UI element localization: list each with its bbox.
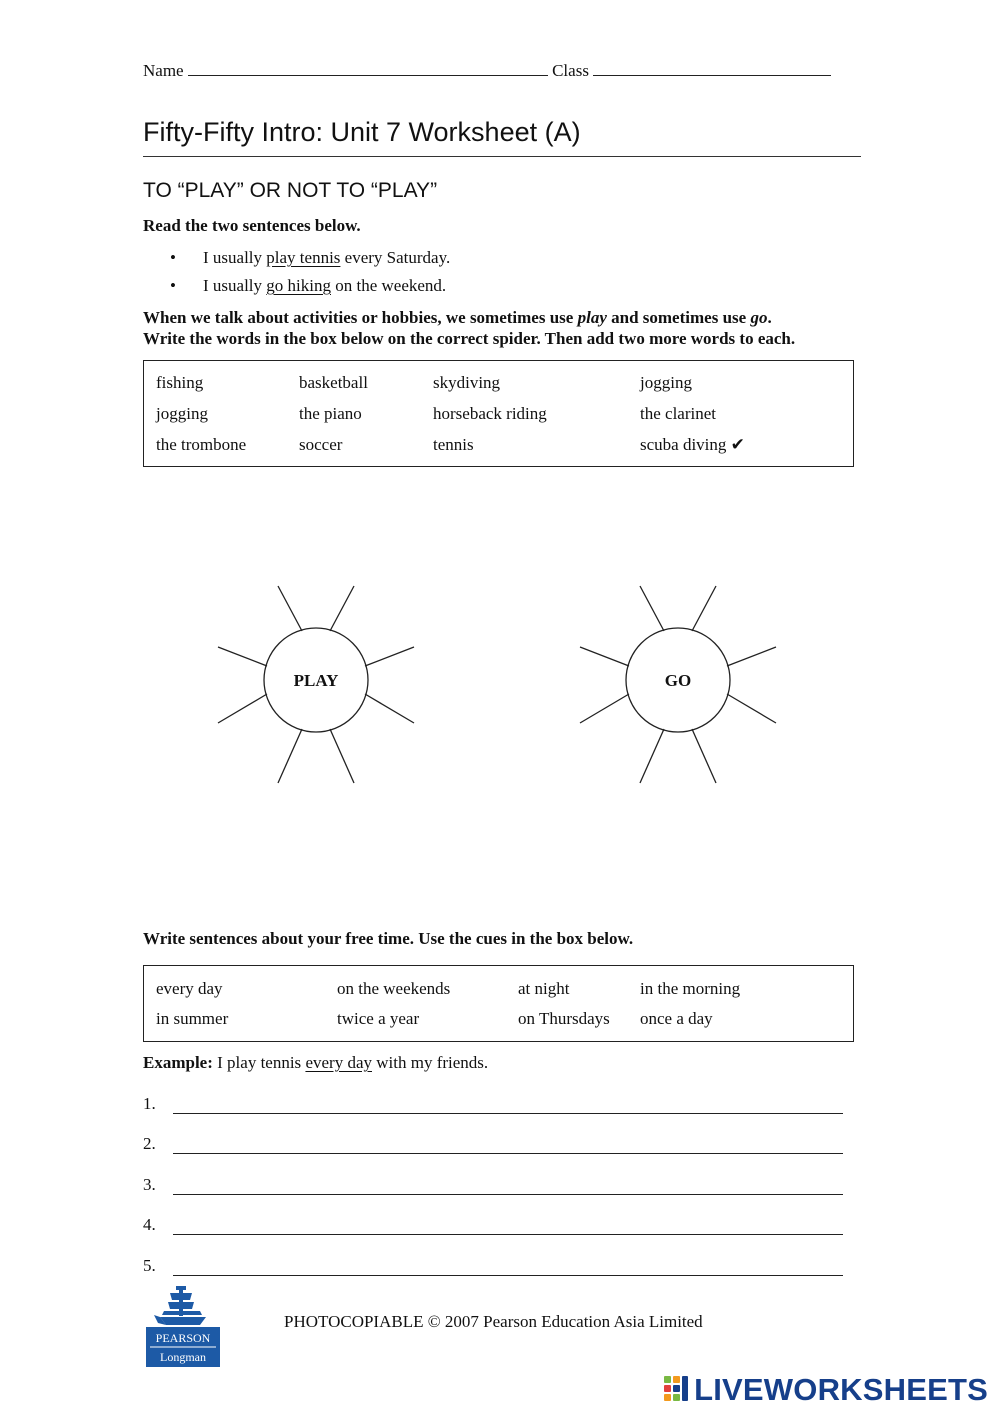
- logo-text-top: PEARSON: [155, 1331, 211, 1345]
- answer-line-2[interactable]: [143, 1134, 843, 1156]
- logo-text-bottom: Longman: [160, 1350, 206, 1364]
- cue-cell: in summer: [156, 1009, 229, 1028]
- liveworksheets-brand[interactable]: [664, 1372, 988, 1408]
- spider-leg[interactable]: [330, 729, 354, 783]
- pearson-longman-logo: [146, 1285, 220, 1367]
- brand-text: LIVEWORKSHEETS: [694, 1372, 988, 1407]
- word-cell[interactable]: skydiving: [433, 373, 501, 392]
- answer-line-1[interactable]: [143, 1094, 843, 1116]
- line-number: 5.: [143, 1256, 156, 1275]
- spider-leg[interactable]: [727, 694, 776, 723]
- name-blank[interactable]: [188, 60, 548, 76]
- worksheet-title: Fifty-Fifty Intro: Unit 7 Worksheet (A): [143, 117, 581, 147]
- word-cell[interactable]: jogging: [156, 404, 208, 423]
- spider-leg[interactable]: [580, 694, 629, 723]
- line-number: 3.: [143, 1175, 156, 1194]
- instruction-line-2: Write the words in the box below on the correct spider. Then add two more words to each.: [143, 329, 796, 348]
- underlined-phrase: play tennis: [266, 248, 341, 267]
- write-instruction: Write sentences about your free time. Use the cues in the box below.: [143, 929, 634, 948]
- word-box: [143, 360, 854, 467]
- line-number: 4.: [143, 1215, 156, 1234]
- line-number: 1.: [143, 1094, 156, 1113]
- example-label: Example:: [143, 1053, 213, 1072]
- cue-cell: twice a year: [337, 1009, 420, 1028]
- list-item: • I usually play tennis every Saturday.: [170, 246, 450, 274]
- go-spider: [572, 580, 784, 790]
- title-divider: [143, 156, 861, 157]
- spider-label: GO: [664, 671, 692, 690]
- play-go-instruction: [143, 307, 873, 349]
- bullet-icon: •: [170, 276, 176, 295]
- word-cell[interactable]: jogging: [640, 373, 692, 392]
- word-cell[interactable]: the piano: [299, 404, 362, 423]
- spider-leg[interactable]: [640, 586, 664, 631]
- cue-cell: at night: [518, 979, 570, 998]
- cue-cell: once a day: [640, 1009, 713, 1028]
- word-cell[interactable]: tennis: [433, 435, 474, 454]
- spider-leg[interactable]: [365, 694, 414, 723]
- cue-cell: every day: [156, 979, 223, 998]
- word-cell[interactable]: the trombone: [156, 435, 247, 454]
- bullet-icon: •: [170, 248, 176, 267]
- underlined-phrase: go hiking: [266, 276, 331, 295]
- liveworksheets-icon: [664, 1376, 690, 1404]
- spider-leg[interactable]: [278, 729, 302, 783]
- name-label: Name: [143, 61, 184, 80]
- line-number: 2.: [143, 1134, 156, 1153]
- spider-leg[interactable]: [218, 694, 267, 723]
- underlined-phrase: every day: [305, 1053, 372, 1072]
- answer-line-3[interactable]: [143, 1175, 843, 1197]
- class-label: Class: [552, 61, 589, 80]
- cue-box: [143, 965, 854, 1042]
- cue-cell: on the weekends: [337, 979, 451, 998]
- answer-line-5[interactable]: [143, 1256, 843, 1278]
- read-instruction: Read the two sentences below.: [143, 216, 361, 235]
- spider-leg[interactable]: [580, 647, 629, 666]
- class-blank[interactable]: [593, 60, 831, 76]
- name-class-row: [143, 60, 831, 81]
- spider-leg[interactable]: [330, 586, 354, 631]
- word-cell[interactable]: horseback riding: [433, 404, 547, 423]
- play-spider: [210, 580, 422, 790]
- word-cell[interactable]: soccer: [299, 435, 343, 454]
- word-cell[interactable]: the clarinet: [640, 404, 716, 423]
- copyright-notice: PHOTOCOPIABLE © 2007 Pearson Education Asia Limited: [284, 1312, 703, 1331]
- word-cell[interactable]: scuba diving ✔: [640, 435, 745, 454]
- instruction-line-1: When we talk about activities or hobbies, we sometimes use play and sometimes use go.: [143, 308, 772, 327]
- spider-leg[interactable]: [727, 647, 776, 666]
- word-cell[interactable]: basketball: [299, 373, 368, 392]
- ship-icon: [154, 1286, 206, 1325]
- spider-leg[interactable]: [218, 647, 267, 666]
- spider-label: PLAY: [293, 671, 339, 690]
- example-sentence: Example: I play tennis every day with my friends.: [143, 1053, 489, 1072]
- cue-cell: in the morning: [640, 979, 741, 998]
- spider-leg[interactable]: [365, 647, 414, 666]
- section-subtitle: TO “PLAY” OR NOT TO “PLAY”: [143, 179, 438, 202]
- spider-leg[interactable]: [692, 586, 716, 631]
- spider-leg[interactable]: [278, 586, 302, 631]
- list-item: • I usually go hiking on the weekend.: [170, 274, 450, 302]
- word-cell[interactable]: fishing: [156, 373, 204, 392]
- cue-cell: on Thursdays: [518, 1009, 610, 1028]
- spider-leg[interactable]: [692, 729, 716, 783]
- example-sentences: [170, 246, 450, 302]
- answer-line-4[interactable]: [143, 1215, 843, 1237]
- spider-leg[interactable]: [640, 729, 664, 783]
